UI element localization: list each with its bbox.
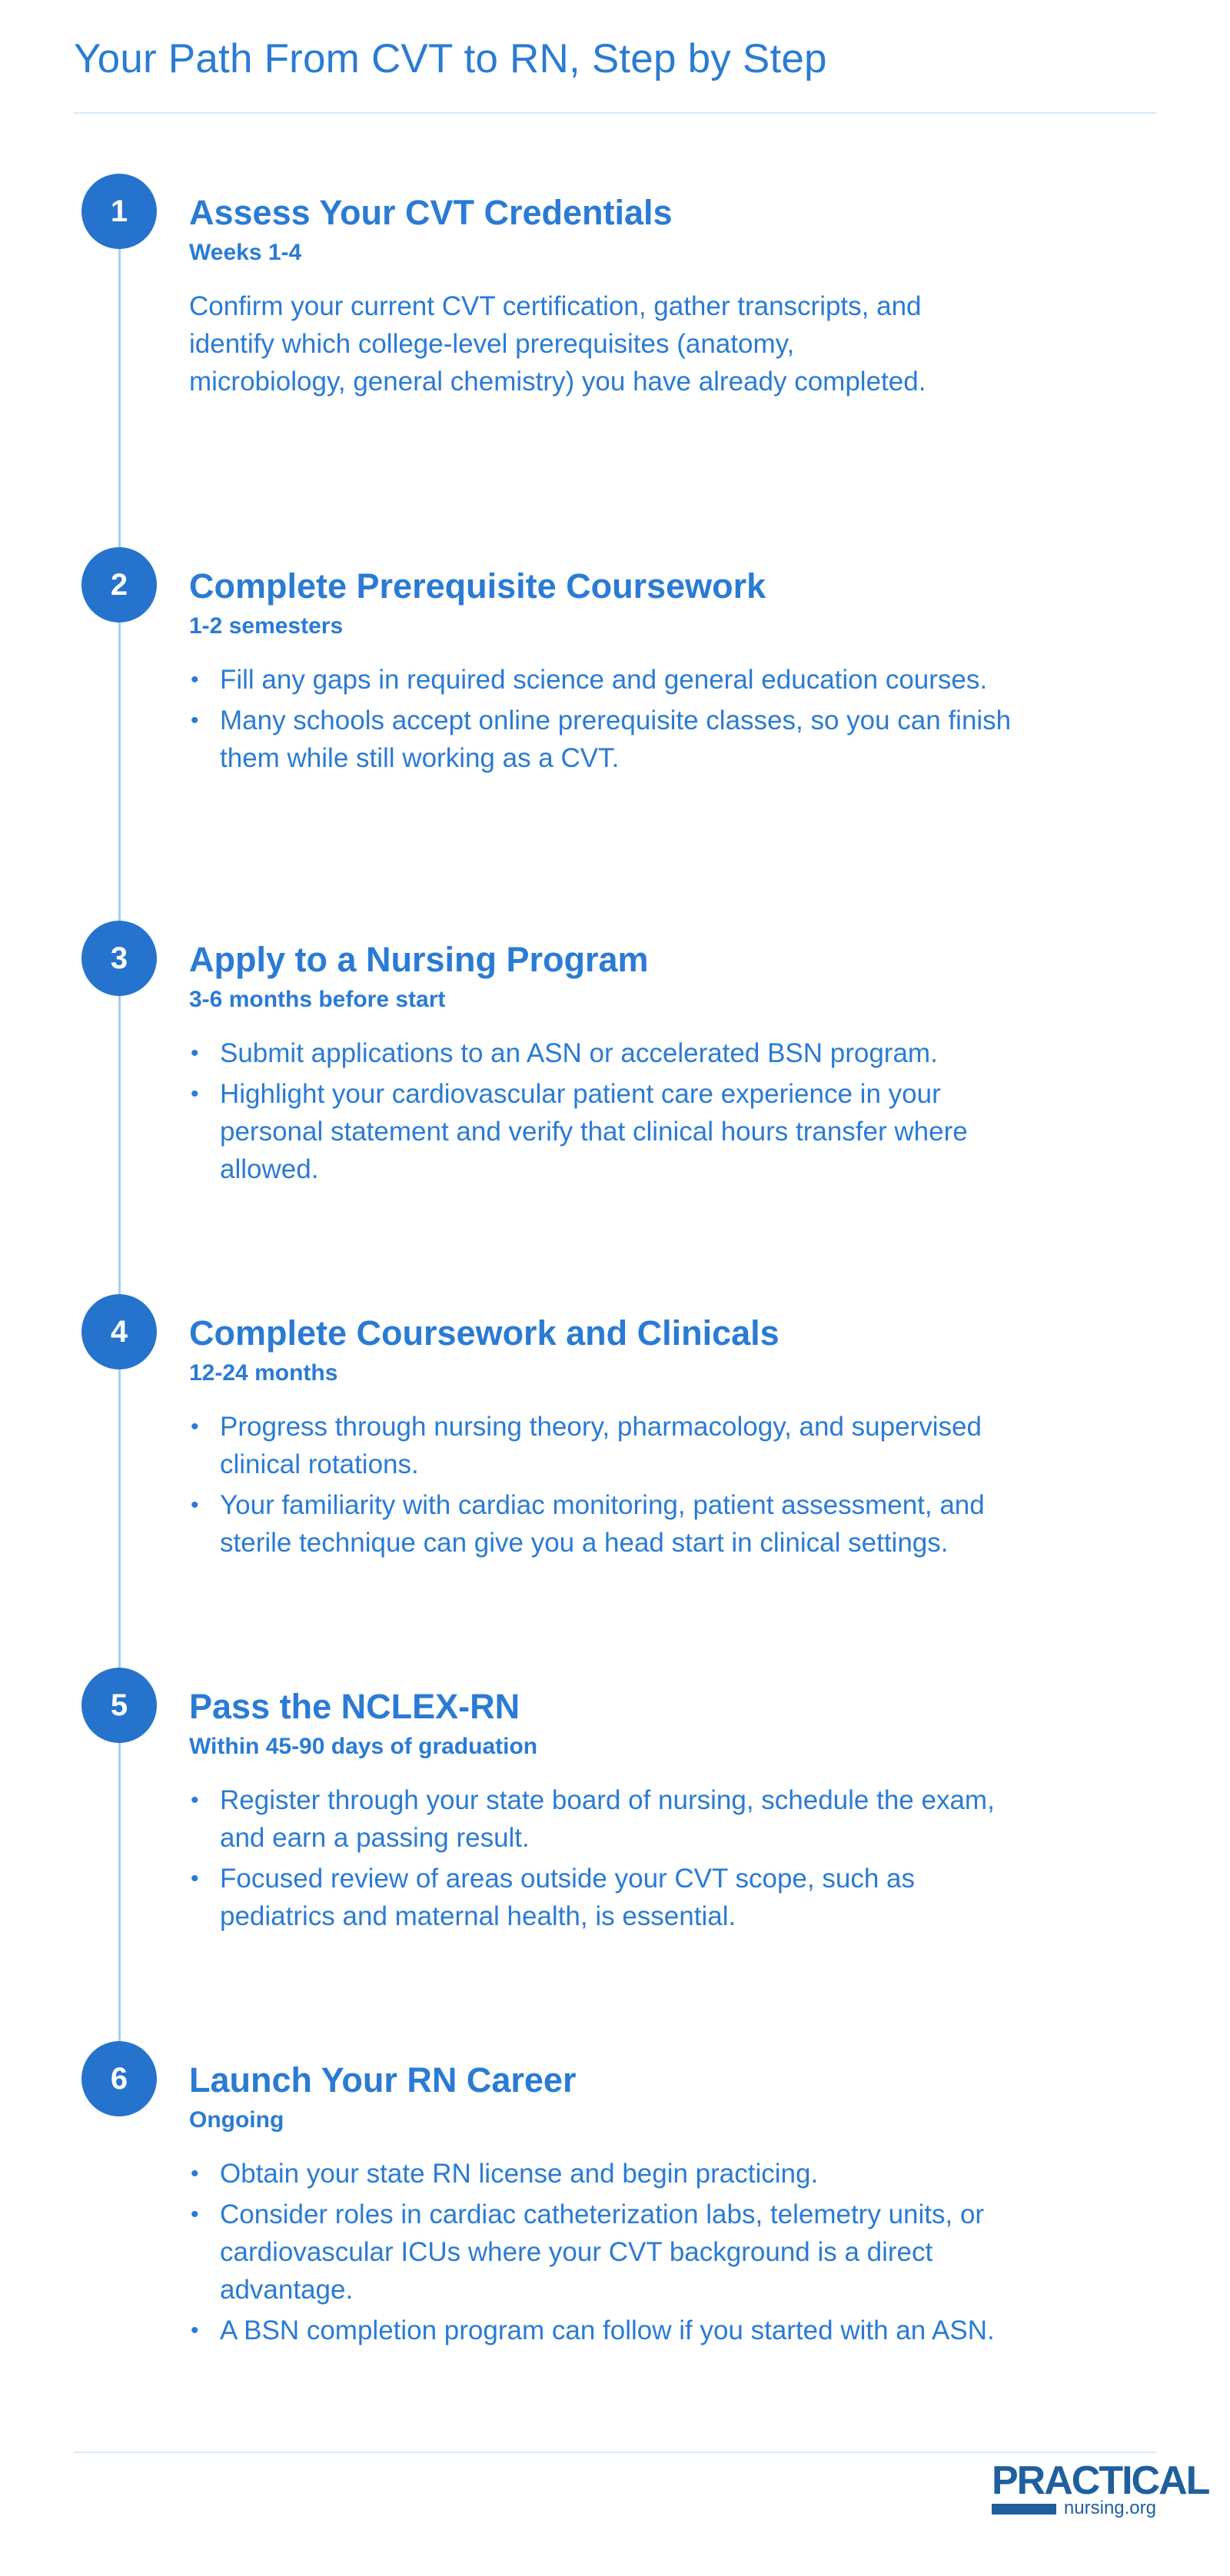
step-number-badge: 6 (81, 2041, 157, 2116)
list-item (189, 1860, 1035, 1935)
step-content (189, 1313, 1050, 1565)
bullet-list (189, 1781, 1035, 1935)
step-title: Pass the NCLEX-RN (189, 1687, 520, 1726)
step-title: Apply to a Nursing Program (189, 940, 649, 979)
bullet-text: Focused review of areas outside your CVT scope, such as pediatrics and maternal health, is essential. (220, 1864, 915, 1931)
bullet-icon: • (191, 2202, 199, 2227)
list-item (189, 702, 1035, 777)
step-duration: 12-24 months (189, 1360, 338, 1386)
list-item (189, 2155, 1035, 2193)
step-title: Complete Prerequisite Coursework (189, 566, 766, 606)
step-number-badge: 2 (81, 547, 157, 622)
top-divider (74, 112, 1156, 114)
step-duration: Weeks 1-4 (189, 240, 302, 265)
bullet-icon: • (191, 1866, 199, 1891)
step-content (189, 1686, 1050, 1938)
bullet-text: Highlight your cardiovascular patient care experience in your personal statement and verify that clinical hours transfer where allowed. (220, 1079, 968, 1184)
list-item (189, 2196, 1035, 2309)
practical-nursing-logo (992, 2458, 1209, 2522)
bullet-icon: • (191, 1492, 199, 1518)
bullet-list (189, 1034, 1035, 1188)
step-duration: Ongoing (189, 2107, 284, 2133)
step-number-badge: 5 (81, 1668, 157, 1743)
bullet-text: A BSN completion program can follow if you started with an ASN. (220, 2315, 995, 2345)
bullet-icon: • (191, 1041, 199, 1066)
logo-domain: nursing.org (1063, 2498, 1156, 2518)
list-item (189, 2312, 1035, 2349)
step-title: Assess Your CVT Credentials (189, 193, 673, 232)
step-number-badge: 3 (81, 921, 157, 996)
bullet-icon: • (191, 667, 199, 692)
page (74, 0, 1209, 2576)
bullet-icon: • (191, 1788, 199, 1813)
list-item (189, 661, 1035, 699)
bullet-list (189, 661, 1035, 777)
page-title: Your Path From CVT to RN, Step by Step (74, 36, 827, 81)
bullet-icon: • (191, 2161, 199, 2186)
bullet-text: Submit applications to an ASN or accelerated BSN program. (220, 1038, 938, 1068)
step-number-badge: 4 (81, 1294, 157, 1369)
step-duration: 3-6 months before start (189, 987, 446, 1012)
list-item (189, 1034, 1035, 1072)
bottom-divider (74, 2452, 1156, 2453)
step-description: Confirm your current CVT certification, gather transcripts, and identify which college-level prerequisites (anatomy, microbiology, general chemistry) you have already completed. (189, 291, 926, 397)
bullet-list (189, 2155, 1035, 2349)
step-title: Launch Your RN Career (189, 2060, 577, 2100)
bullet-list (189, 1408, 1035, 1562)
list-item (189, 1075, 1035, 1188)
step-content (189, 2060, 1050, 2352)
bullet-text: Consider roles in cardiac catheterization labs, telemetry units, or cardiovascular ICUs where your CVT background is a direct advantage. (220, 2199, 985, 2305)
bullet-icon: • (191, 708, 199, 733)
bullet-icon: • (191, 2318, 199, 2343)
bullet-text: Many schools accept online prerequisite classes, so you can finish them while still working as a CVT. (220, 705, 1012, 773)
step-duration: Within 45-90 days of graduation (189, 1734, 538, 1759)
step-content (189, 939, 1050, 1191)
bullet-icon: • (191, 1081, 199, 1107)
bullet-text: Your familiarity with cardiac monitoring, patient assessment, and sterile technique can give you a head start in clinical settings. (220, 1490, 985, 1558)
step-duration: 1-2 semesters (189, 613, 344, 639)
bullet-icon: • (191, 1414, 199, 1439)
step-number-badge: 1 (81, 174, 157, 249)
bullet-text: Obtain your state RN license and begin practicing. (220, 2159, 819, 2189)
step-content (189, 192, 1050, 400)
bullet-text: Fill any gaps in required science and general education courses. (220, 665, 988, 695)
list-item (189, 1408, 1035, 1483)
step-content (189, 566, 1050, 780)
logo-wordmark: PRACTICAL (992, 2458, 1209, 2503)
bullet-text: Progress through nursing theory, pharmacology, and supervised clinical rotations. (220, 1412, 982, 1479)
list-item (189, 1486, 1035, 1562)
bullet-text: Register through your state board of nursing, schedule the exam, and earn a passing result. (220, 1785, 995, 1853)
step-title: Complete Coursework and Clinicals (189, 1313, 780, 1353)
timeline-line (118, 214, 121, 2095)
list-item (189, 1781, 1035, 1857)
logo-underline-bar (992, 2504, 1056, 2515)
